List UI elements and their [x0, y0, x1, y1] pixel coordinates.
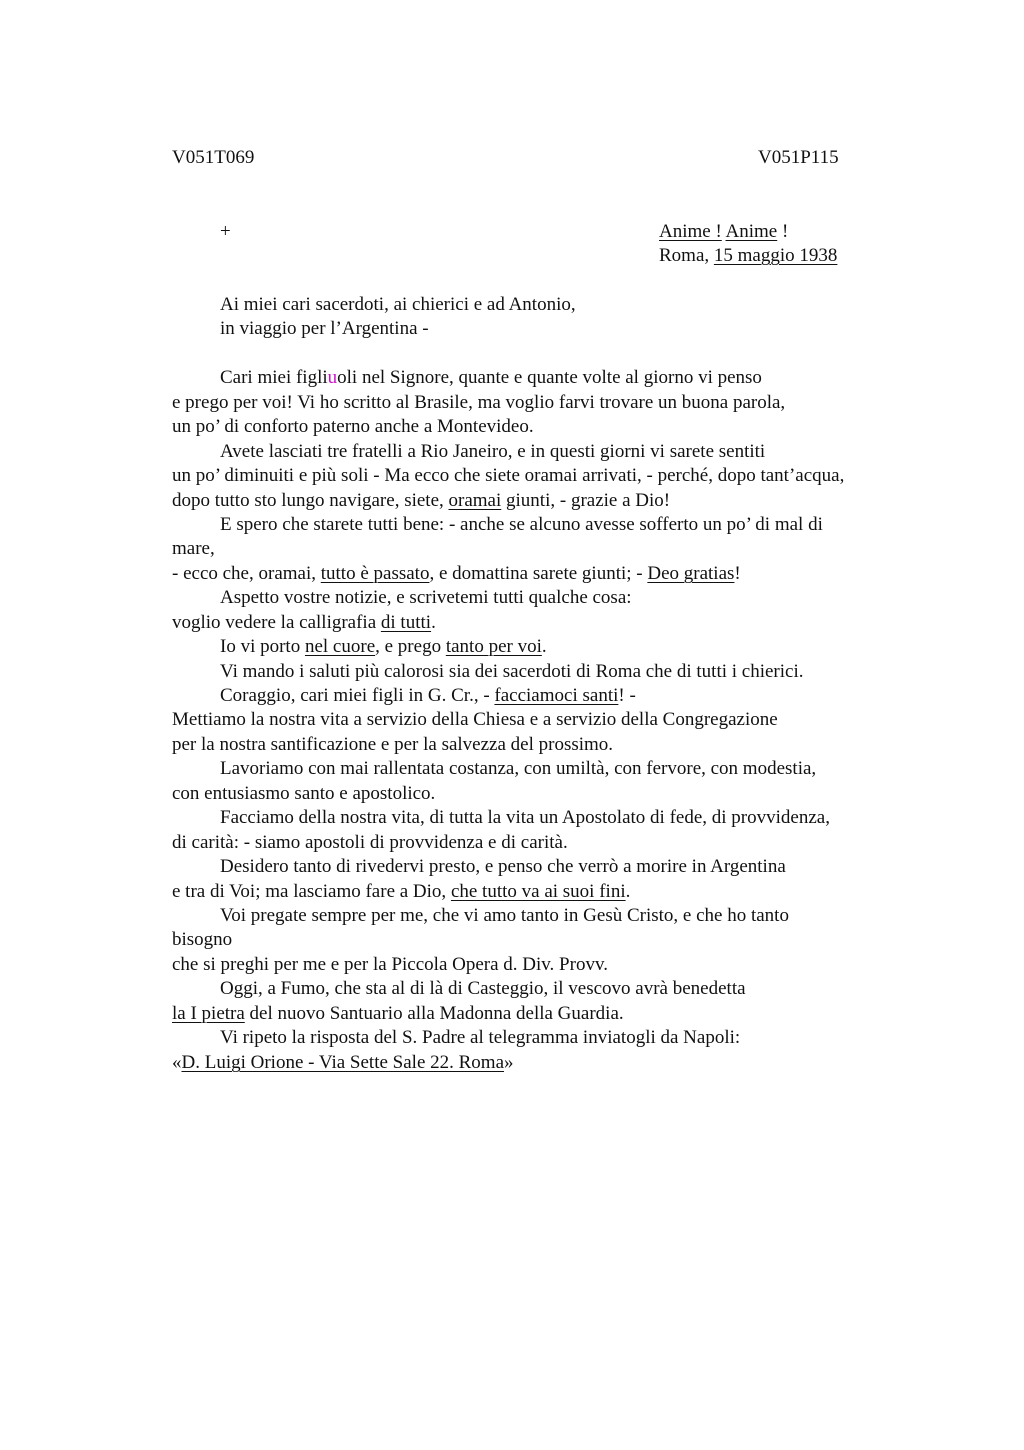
- body-line: [220, 684, 636, 708]
- body-line: per la nostra santificazione e per la salvezza del prossimo.: [172, 734, 614, 755]
- address-line-2: in viaggio per l’Argentina -: [220, 318, 429, 339]
- address-line-1: Ai miei cari sacerdoti, ai chierici e ad Antonio,: [220, 294, 576, 315]
- body-line: Aspetto vostre notizie, e scrivetemi tutti qualche cosa:: [220, 587, 632, 608]
- text-span: ! -: [618, 685, 636, 706]
- body-line: [172, 1051, 514, 1075]
- body-line: Desidero tanto di rivedervi presto, e penso che verrò a morire in Argentina: [220, 856, 786, 877]
- body-line: Avete lasciati tre fratelli a Rio Janeiro, e in questi giorni vi sarete sentiti: [220, 441, 766, 462]
- text-span: Cari miei figli: [220, 367, 328, 388]
- underlined-text: Deo gratias: [647, 563, 735, 584]
- underlined-text: tutto è passato: [320, 563, 430, 584]
- body-line: [172, 880, 630, 904]
- underlined-text: che tutto va ai suoi fini: [450, 881, 626, 902]
- cross-symbol: +: [220, 221, 231, 242]
- body-line: Voi pregate sempre per me, che vi amo tanto in Gesù Cristo, e che ho tanto: [220, 905, 789, 926]
- text-span: !: [734, 563, 741, 584]
- text-span: »: [504, 1052, 514, 1073]
- body-line: Facciamo della nostra vita, di tutta la vita un Apostolato di fede, di provvidenza,: [220, 807, 830, 828]
- underlined-text: D. Luigi Orione - Via Sette Sale 22. Roma: [181, 1052, 505, 1073]
- body-line: e prego per voi! Vi ho scritto al Brasile, ma voglio farvi trovare un buona parola,: [172, 392, 786, 413]
- body-line: un po’ di conforto paterno anche a Montevideo.: [172, 416, 534, 437]
- body-line: mare,: [172, 538, 215, 559]
- underlined-text: tanto per voi: [445, 636, 542, 657]
- text-span: dopo tutto sto lungo navigare, siete,: [172, 490, 449, 511]
- place: Roma,: [659, 245, 714, 266]
- document-code-right: V051P115: [758, 147, 839, 168]
- text-span: giunti, - grazie a Dio!: [501, 490, 671, 511]
- text-span: , e prego: [375, 636, 446, 657]
- body-line: Lavoriamo con mai rallentata costanza, con umiltà, con fervore, con modestia,: [220, 758, 817, 779]
- motto-end: !: [777, 221, 789, 242]
- motto-part-1: Anime !: [659, 221, 722, 242]
- body-line: Vi ripeto la risposta del S. Padre al telegramma inviatogli da Napoli:: [220, 1027, 741, 1048]
- text-span: e tra di Voi; ma lasciamo fare a Dio,: [172, 881, 451, 902]
- text-span: .: [431, 612, 436, 633]
- body-line: Oggi, a Fumo, che sta al di là di Casteggio, il vescovo avrà benedetta: [220, 978, 746, 999]
- underlined-text: nel cuore: [304, 636, 376, 657]
- body-line: [220, 366, 762, 390]
- body-line: E spero che starete tutti bene: - anche se alcuno avesse sofferto un po’ di mal di: [220, 514, 823, 535]
- text-span: .: [625, 881, 631, 902]
- text-span: oli nel Signore, quante e quante volte al giorno vi penso: [337, 367, 762, 388]
- text-span: - ecco che, oramai,: [172, 563, 321, 584]
- body-line: un po’ diminuiti e più soli - Ma ecco che siete oramai arrivati, - perché, dopo tant’acqua,: [172, 465, 845, 486]
- underlined-text: oramai: [448, 490, 502, 511]
- body-line: [172, 1002, 624, 1026]
- underlined-text: la I pietra: [172, 1003, 245, 1024]
- text-span: Coraggio, cari miei figli in G. Cr., -: [220, 685, 495, 706]
- text-span: voglio vedere la calligrafia: [172, 612, 381, 633]
- motto: [659, 220, 788, 244]
- body-line: con entusiasmo santo e apostolico.: [172, 783, 436, 804]
- date: 15 maggio 1938: [713, 245, 838, 266]
- motto-part-2: Anime: [725, 221, 778, 242]
- underlined-text: facciamoci santi: [494, 685, 619, 706]
- body-line: che si preghi per me e per la Piccola Opera d. Div. Provv.: [172, 954, 608, 975]
- underlined-text: di tutti: [380, 612, 432, 633]
- text-span: .: [541, 636, 547, 657]
- body-line: bisogno: [172, 929, 233, 950]
- body-line: di carità: - siamo apostoli di provvidenza e di carità.: [172, 832, 568, 853]
- body-line: [220, 635, 547, 659]
- body-line: [172, 489, 670, 513]
- body-line: [172, 611, 436, 635]
- body-line: [172, 562, 741, 586]
- text-span: del nuovo Santuario alla Madonna della Guardia.: [244, 1003, 624, 1024]
- text-span: Io vi porto: [220, 636, 305, 657]
- text-span: , e domattina sarete giunti; -: [429, 563, 648, 584]
- text-span: «: [172, 1052, 182, 1073]
- document-code-left: V051T069: [172, 147, 255, 168]
- place-date: [659, 244, 837, 268]
- body-line: Vi mando i saluti più calorosi sia dei sacerdoti di Roma che di tutti i chierici.: [220, 661, 804, 682]
- body-line: Mettiamo la nostra vita a servizio della Chiesa e a servizio della Congregazione: [172, 709, 778, 730]
- highlighted-letter: u: [327, 367, 338, 388]
